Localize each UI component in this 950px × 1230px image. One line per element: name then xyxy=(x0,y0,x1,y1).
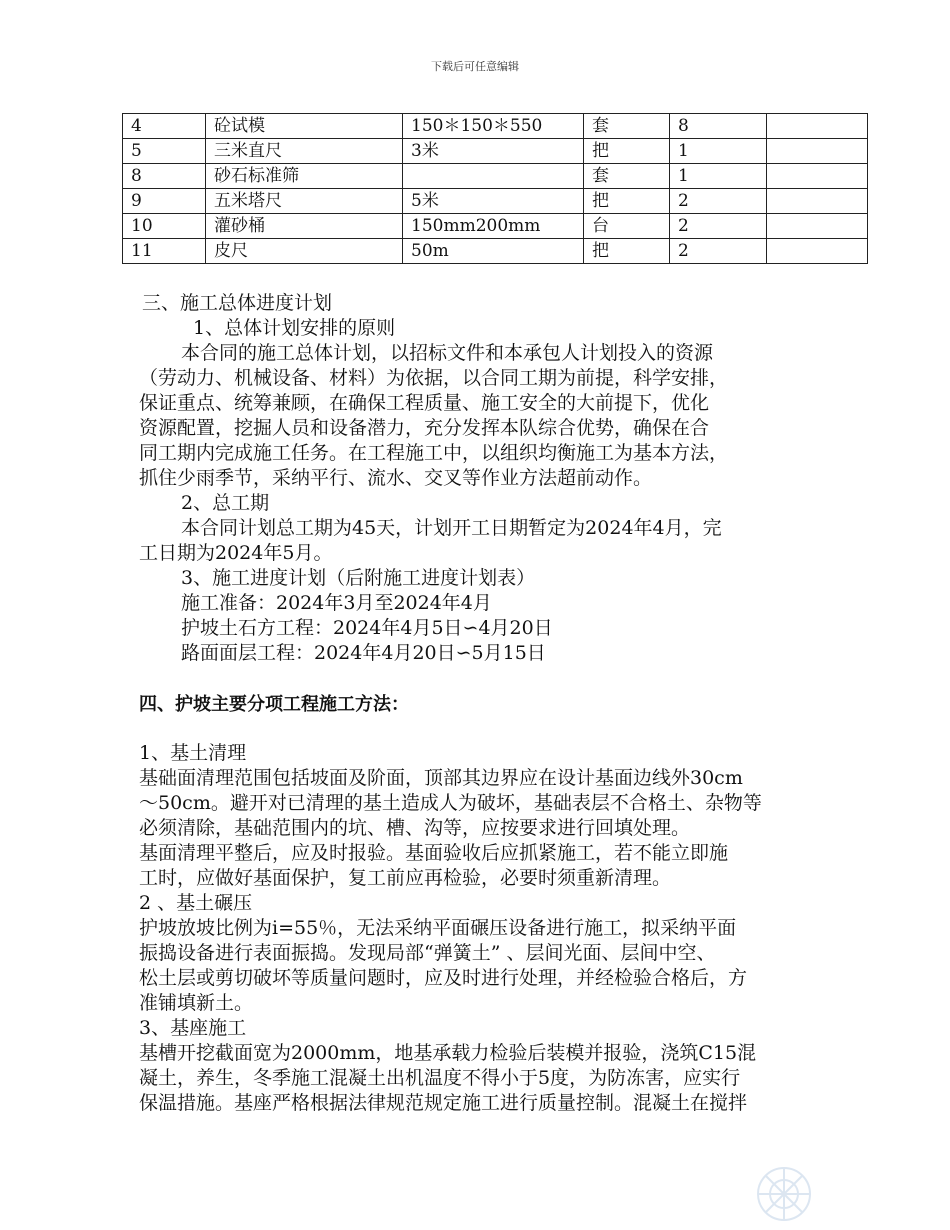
table-cell xyxy=(767,189,868,214)
table-cell: 3米 xyxy=(403,139,584,164)
paragraph-line: 凝土，养生，冬季施工混凝土出机温度不得小于5度，为防冻害，应实行 xyxy=(139,1067,741,1089)
paragraph-line: 抓住少雨季节，采纳平行、流水、交叉等作业方法超前动作。 xyxy=(139,467,653,489)
paragraph-line: 基础面清理范围包括坡面及阶面，顶部其边界应在设计基面边线外30cm xyxy=(139,767,743,789)
table-row xyxy=(123,189,868,214)
table-cell: 150＊150＊550 xyxy=(403,114,584,139)
table-row xyxy=(123,139,868,164)
paragraph-line: 护坡土石方工程：2024年4月5日∽4月20日 xyxy=(181,617,553,639)
table-cell: 4 xyxy=(123,114,206,139)
table-cell: 把 xyxy=(584,189,670,214)
paragraph-line: ～50cm。避开对已清理的基土造成人为破坏，基础表层不合格土、杂物等 xyxy=(139,792,762,814)
table-cell: 灌砂桶 xyxy=(206,214,403,239)
watermark-icon xyxy=(752,1162,816,1226)
table-cell: 11 xyxy=(123,239,206,264)
table-cell: 50m xyxy=(403,239,584,264)
paragraph-line: 同工期内完成施工任务。在工程施工中，以组织均衡施工为基本方法， xyxy=(139,442,729,464)
paragraph-line: 本合同的施工总体计划，以招标文件和本承包人计划投入的资源 xyxy=(181,342,714,364)
table-row xyxy=(123,239,868,264)
table-row xyxy=(123,214,868,239)
table-cell: 台 xyxy=(584,214,670,239)
subheading: 2 、基土碾压 xyxy=(139,892,253,914)
table-cell xyxy=(767,164,868,189)
table-cell: 砼试模 xyxy=(206,114,403,139)
paragraph-line: 本合同计划总工期为45天，计划开工日期暂定为2024年4月，完 xyxy=(181,517,722,539)
table-cell: 5米 xyxy=(403,189,584,214)
table-cell: 把 xyxy=(584,239,670,264)
table-cell xyxy=(767,139,868,164)
table-cell xyxy=(403,164,584,189)
table-cell xyxy=(767,239,868,264)
paragraph-line: 路面面层工程：2024年4月20日∽5月15日 xyxy=(181,642,546,664)
paragraph-line: 振捣设备进行表面振捣。发现局部“弹簧土” 、层间光面、层间中空、 xyxy=(139,942,716,964)
section-heading-3: 三、施工总体进度计划 xyxy=(142,292,333,314)
table-cell: 把 xyxy=(584,139,670,164)
table-cell: 2 xyxy=(670,214,767,239)
paragraph-line: 施工准备：2024年3月至2024年4月 xyxy=(181,592,492,614)
table-cell: 套 xyxy=(584,114,670,139)
equipment-table xyxy=(122,113,868,264)
section-heading-4: 四、护坡主要分项工程施工方法： xyxy=(139,694,409,715)
subheading-2: 2、总工期 xyxy=(181,492,270,514)
table-cell: 1 xyxy=(670,164,767,189)
table-cell: 三米直尺 xyxy=(206,139,403,164)
paragraph-line: 工时，应做好基面保护，复工前应再检验，必要时须重新清理。 xyxy=(139,867,672,889)
paragraph-line: 准铺填新土。 xyxy=(139,992,254,1014)
table-cell: 1 xyxy=(670,139,767,164)
paragraph-line: 资源配置，挖掘人员和设备潜力，充分发挥本队综合优势，确保在合 xyxy=(139,417,710,439)
table-row xyxy=(123,114,868,139)
table-cell xyxy=(767,214,868,239)
table-cell: 5 xyxy=(123,139,206,164)
table-cell: 9 xyxy=(123,189,206,214)
table-cell: 2 xyxy=(670,189,767,214)
subheading-3: 3、施工进度计划（后附施工进度计划表） xyxy=(181,567,536,589)
paragraph-line: 基槽开挖截面宽为2000mm，地基承载力检验后装模并报验，浇筑C15混 xyxy=(139,1042,757,1064)
table-cell: 五米塔尺 xyxy=(206,189,403,214)
subheading: 1、基土清理 xyxy=(139,742,247,764)
table-row xyxy=(123,164,868,189)
paragraph-line: 保证重点、统筹兼顾，在确保工程质量、施工安全的大前提下，优化 xyxy=(139,392,710,414)
table-cell: 套 xyxy=(584,164,670,189)
table-cell: 150mm200mm xyxy=(403,214,584,239)
page-header: 下载后可任意编辑 xyxy=(431,60,519,73)
paragraph-line: 必须清除，基础范围内的坑、槽、沟等，应按要求进行回填处理。 xyxy=(139,817,691,839)
table-cell: 10 xyxy=(123,214,206,239)
table-cell xyxy=(767,114,868,139)
table-cell: 8 xyxy=(670,114,767,139)
subheading: 3、基座施工 xyxy=(139,1017,247,1039)
subheading-1: 1、总体计划安排的原则 xyxy=(193,317,396,339)
paragraph-line: 工日期为2024年5月。 xyxy=(139,542,333,564)
table-cell: 皮尺 xyxy=(206,239,403,264)
table-cell: 2 xyxy=(670,239,767,264)
paragraph-line: 保温措施。基座严格根据法律规范规定施工进行质量控制。混凝土在搅拌 xyxy=(139,1092,748,1114)
paragraph-line: 护坡放坡比例为i=55％，无法采纳平面碾压设备进行施工，拟采纳平面 xyxy=(139,917,737,939)
table-cell: 8 xyxy=(123,164,206,189)
paragraph-line: （劳动力、机械设备、材料）为依据，以合同工期为前提，科学安排， xyxy=(139,367,729,389)
paragraph-line: 松土层或剪切破坏等质量问题时，应及时进行处理，并经检验合格后，方 xyxy=(139,967,748,989)
paragraph-line: 基面清理平整后，应及时报验。基面验收后应抓紧施工，若不能立即施 xyxy=(139,842,729,864)
table-cell: 砂石标准筛 xyxy=(206,164,403,189)
